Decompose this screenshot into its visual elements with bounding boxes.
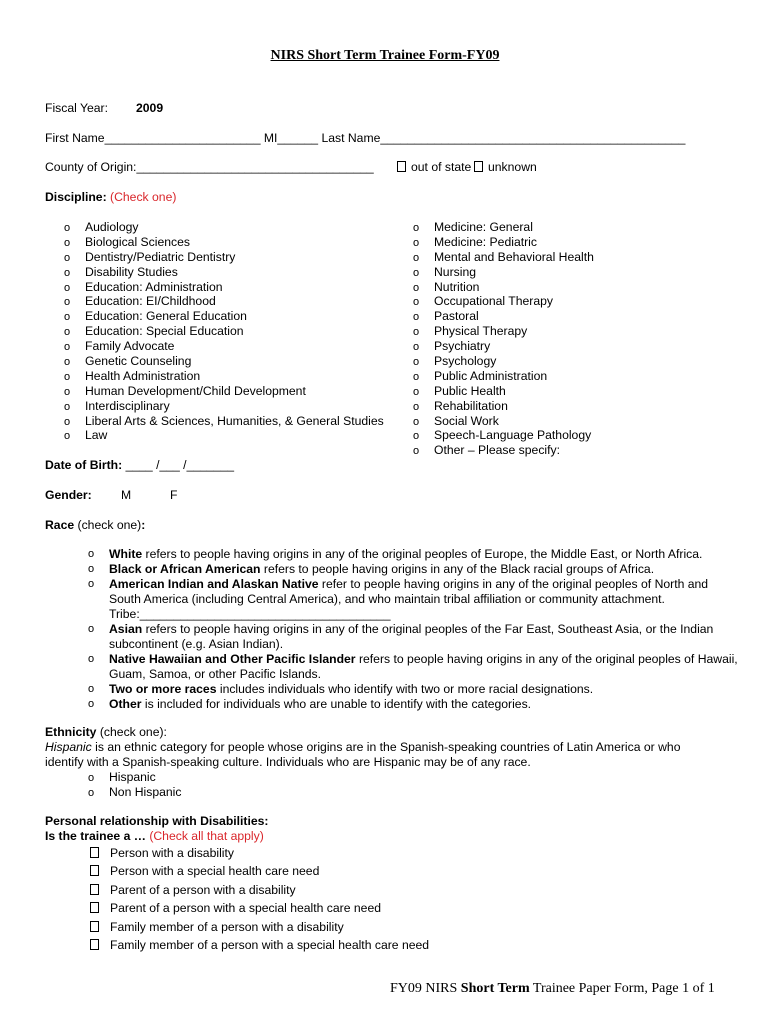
race-hint: (check one) <box>77 518 142 532</box>
ethnicity-option-label: Hispanic <box>109 770 156 784</box>
relationship-option-label: Person with a disability <box>110 846 234 860</box>
ethnicity-option[interactable] <box>88 785 181 800</box>
gender-female-option[interactable]: F <box>170 488 178 502</box>
fiscal-year-value: 2009 <box>136 101 164 115</box>
radio-circle-icon: o <box>88 563 95 575</box>
radio-circle-icon: o <box>64 326 71 339</box>
discipline-option[interactable] <box>64 428 384 443</box>
radio-circle-icon: o <box>88 623 95 635</box>
relationship-option-label: Family member of a person with a disability <box>110 919 344 934</box>
race-option[interactable] <box>88 577 738 622</box>
radio-circle-icon: o <box>64 251 71 264</box>
discipline-option[interactable] <box>64 339 384 354</box>
discipline-option-label: Nursing <box>434 264 476 279</box>
discipline-option[interactable] <box>64 384 384 399</box>
discipline-option[interactable] <box>413 324 594 339</box>
race-description: refers to people having origins in any of the original peoples of Hawaii, Guam, Samoa, or other Pacific Islands. <box>109 652 738 681</box>
checkbox-icon <box>90 884 99 895</box>
fiscal-year-label: Fiscal Year: <box>45 101 109 115</box>
discipline-option-label: Education: EI/Childhood <box>85 294 216 309</box>
discipline-option[interactable] <box>413 250 594 265</box>
discipline-option[interactable] <box>413 369 594 384</box>
race-description: includes individuals who identify with two or more racial designations. <box>216 682 594 696</box>
discipline-option[interactable] <box>64 309 384 324</box>
race-description: refers to people having origins in any of the original peoples of Europe, the Middle East, or North Africa. <box>142 547 703 561</box>
relationship-option[interactable] <box>88 918 429 936</box>
discipline-option-label: Education: Special Education <box>85 324 244 339</box>
ethnicity-hint: (check one): <box>96 725 167 739</box>
radio-circle-icon: o <box>64 356 71 369</box>
race-option[interactable] <box>88 652 738 682</box>
race-term: Asian <box>109 622 143 636</box>
discipline-option[interactable] <box>64 235 384 250</box>
relationship-option[interactable] <box>88 936 429 954</box>
discipline-option-label: Nutrition <box>434 279 480 294</box>
discipline-option-label: Public Administration <box>434 368 548 383</box>
radio-circle-icon: o <box>88 548 95 560</box>
discipline-option[interactable] <box>413 414 594 429</box>
race-term: Two or more races <box>109 682 217 696</box>
radio-circle-icon: o <box>413 430 420 443</box>
discipline-option-label: Medicine: Pediatric <box>434 234 537 249</box>
race-term: Other <box>109 697 142 711</box>
dob-label: Date of Birth: <box>45 458 123 472</box>
race-term: White <box>109 547 143 561</box>
radio-circle-icon: o <box>64 385 71 398</box>
relationship-option-label: Family member of a person with a special health care need <box>110 937 430 952</box>
discipline-option[interactable] <box>413 235 594 250</box>
discipline-option-label: Psychiatry <box>434 339 491 354</box>
radio-circle-icon: o <box>413 266 420 279</box>
race-term: American Indian and Alaskan Native <box>109 577 319 591</box>
discipline-option-label: Audiology <box>85 220 139 234</box>
race-option[interactable] <box>88 682 738 697</box>
race-option[interactable] <box>88 562 738 577</box>
discipline-option[interactable] <box>413 265 594 280</box>
discipline-option[interactable] <box>64 354 384 369</box>
discipline-option[interactable] <box>413 384 594 399</box>
radio-circle-icon: o <box>88 578 95 590</box>
race-description: refers to people having origins in any of the Black racial groups of Africa. <box>260 562 655 576</box>
discipline-option-label: Public Health <box>434 383 506 398</box>
radio-circle-icon: o <box>413 400 420 413</box>
radio-circle-icon: o <box>64 222 71 234</box>
race-option[interactable] <box>88 547 738 562</box>
discipline-option-label: Disability Studies <box>85 264 178 279</box>
discipline-option[interactable] <box>413 220 594 235</box>
race-option[interactable] <box>88 697 738 712</box>
radio-circle-icon: o <box>88 698 95 710</box>
discipline-option[interactable] <box>64 220 384 235</box>
discipline-option-label: Interdisciplinary <box>85 398 170 413</box>
county-of-origin-field[interactable]: County of Origin:___________________________________ <box>45 160 374 174</box>
radio-circle-icon: o <box>413 236 420 249</box>
checkbox-icon <box>90 902 99 913</box>
date-of-birth-row <box>45 458 234 472</box>
relationship-hint: (Check all that apply) <box>149 829 264 843</box>
radio-circle-icon: o <box>413 445 420 458</box>
relationship-option-label: Parent of a person with a disability <box>110 882 296 897</box>
checkbox-icon <box>90 865 99 876</box>
ethnicity-label: Ethnicity <box>45 725 97 739</box>
relationship-option[interactable] <box>88 881 429 899</box>
radio-circle-icon: o <box>413 296 420 309</box>
unknown-option[interactable] <box>474 160 537 174</box>
race-description: is included for individuals who are unable to identify with the categories. <box>141 697 532 711</box>
ethnicity-options <box>88 770 181 800</box>
race-description: refer to people having origins in any of the original peoples of North and South America (including Central America), and who maintain tribal affiliation or community attachment. <box>109 577 709 606</box>
discipline-option[interactable] <box>64 324 384 339</box>
relationship-heading: Personal relationship with Disabilities: <box>45 814 269 828</box>
discipline-option[interactable] <box>64 280 384 295</box>
race-colon: : <box>141 518 146 532</box>
checkbox-icon <box>90 847 99 858</box>
discipline-option-label: Family Advocate <box>85 339 175 354</box>
discipline-option-label: Other – Please specify: <box>434 443 560 458</box>
discipline-option[interactable] <box>64 369 384 384</box>
hispanic-term: Hispanic <box>45 740 92 754</box>
ethnicity-option[interactable] <box>88 770 181 785</box>
ethnicity-desc-line-1 <box>45 740 680 754</box>
discipline-option-label: Human Development/Child Development <box>85 383 306 398</box>
discipline-option[interactable] <box>413 443 594 458</box>
discipline-option-label: Dentistry/Pediatric Dentistry <box>85 249 236 264</box>
radio-circle-icon: o <box>64 296 71 309</box>
ethnicity-heading <box>45 725 167 739</box>
discipline-option[interactable] <box>64 250 384 265</box>
relationship-question <box>45 829 264 843</box>
discipline-option[interactable] <box>413 280 594 295</box>
discipline-option-label: Genetic Counseling <box>85 354 192 369</box>
relationship-question-text: Is the trainee a … <box>45 829 146 843</box>
relationship-option-label: Parent of a person with a special health care need <box>110 901 382 916</box>
discipline-label: Discipline: <box>45 190 107 204</box>
discipline-option[interactable] <box>413 339 594 354</box>
discipline-option-label: Pastoral <box>434 309 479 324</box>
radio-circle-icon: o <box>88 772 95 784</box>
radio-circle-icon: o <box>64 430 71 443</box>
discipline-option[interactable] <box>413 309 594 324</box>
relationship-option[interactable] <box>88 862 429 880</box>
name-line[interactable]: First Name_______________________ MI______ Last Name_____________________________________________ <box>45 131 686 145</box>
race-term: Native Hawaiian and Other Pacific Islander <box>109 652 356 666</box>
discipline-option-label: Education: General Education <box>85 309 247 324</box>
footer-pre: FY09 NIRS <box>390 981 461 996</box>
form-title: NIRS Short Term Trainee Form-FY09 <box>270 48 500 63</box>
radio-circle-icon: o <box>88 653 95 665</box>
radio-circle-icon: o <box>64 370 71 383</box>
checkbox-icon <box>90 939 99 950</box>
ethnicity-desc-line-2: identify with a Spanish-speaking culture. Individuals who are Hispanic may be of any race. <box>45 755 531 769</box>
discipline-option-label: Education: Administration <box>85 279 223 294</box>
discipline-option-label: Psychology <box>434 354 497 369</box>
discipline-option[interactable] <box>64 294 384 309</box>
radio-circle-icon: o <box>413 326 420 339</box>
discipline-option[interactable] <box>64 399 384 414</box>
relationship-option[interactable] <box>88 899 429 917</box>
discipline-option-label: Biological Sciences <box>85 234 191 249</box>
radio-circle-icon: o <box>413 311 420 324</box>
discipline-right-list <box>413 220 594 458</box>
footer-post: Trainee Paper Form, Page 1 of 1 <box>529 981 715 996</box>
checkbox-icon <box>90 921 99 932</box>
discipline-option[interactable] <box>64 414 384 429</box>
discipline-option[interactable] <box>64 265 384 280</box>
discipline-option[interactable] <box>413 294 594 309</box>
discipline-option-label: Social Work <box>434 413 499 428</box>
unknown-label: unknown <box>488 160 537 174</box>
radio-circle-icon: o <box>413 356 420 369</box>
gender-label: Gender: <box>45 488 92 502</box>
race-label: Race <box>45 518 75 532</box>
radio-circle-icon: o <box>413 341 420 354</box>
discipline-option[interactable] <box>413 399 594 414</box>
race-heading <box>45 518 145 532</box>
discipline-option-label: Medicine: General <box>434 220 533 234</box>
race-term: Black or African American <box>109 562 261 576</box>
race-option[interactable] <box>88 622 738 652</box>
radio-circle-icon: o <box>64 400 71 413</box>
relationship-option[interactable] <box>88 844 429 862</box>
discipline-option-label: Physical Therapy <box>434 324 528 339</box>
footer-bold: Short Term <box>460 981 530 996</box>
discipline-option-label: Rehabilitation <box>434 398 508 413</box>
discipline-option-label: Occupational Therapy <box>434 294 554 309</box>
discipline-option-label: Mental and Behavioral Health <box>434 249 594 264</box>
radio-circle-icon: o <box>413 251 420 264</box>
radio-circle-icon: o <box>64 341 71 354</box>
radio-circle-icon: o <box>413 370 420 383</box>
radio-circle-icon: o <box>413 385 420 398</box>
race-description: refers to people having origins in any of the original peoples of the Far East, Southeast Asia, or the Indian subcontinent (e.g. Asian Indian). <box>109 622 714 651</box>
radio-circle-icon: o <box>413 222 420 234</box>
relationship-options <box>88 844 429 954</box>
radio-circle-icon: o <box>64 236 71 249</box>
ethnicity-option-label: Non Hispanic <box>109 784 182 799</box>
discipline-option[interactable] <box>413 428 594 443</box>
page-footer <box>390 981 715 997</box>
discipline-left-list <box>64 220 384 443</box>
discipline-option-label: Law <box>85 428 108 443</box>
discipline-hint: (Check one) <box>110 190 177 204</box>
radio-circle-icon: o <box>64 415 71 428</box>
radio-circle-icon: o <box>64 281 71 294</box>
radio-circle-icon: o <box>64 311 71 324</box>
relationship-option-label: Person with a special health care need <box>110 864 320 879</box>
discipline-option-label: Speech-Language Pathology <box>434 428 592 443</box>
out-of-state-label: out of state <box>411 160 472 174</box>
radio-circle-icon: o <box>413 415 420 428</box>
ethnicity-desc-1: is an ethnic category for people whose origins are in the Spanish-speaking countries of Latin America or who <box>91 740 681 754</box>
radio-circle-icon: o <box>88 683 95 695</box>
tribe-field[interactable]: Tribe:_____________________________________ <box>109 607 391 621</box>
discipline-option[interactable] <box>413 354 594 369</box>
radio-circle-icon: o <box>413 281 420 294</box>
gender-male-option[interactable]: M <box>121 488 132 502</box>
radio-circle-icon: o <box>88 786 95 799</box>
checkbox-icon <box>397 161 406 172</box>
radio-circle-icon: o <box>64 266 71 279</box>
discipline-option-label: Liberal Arts & Sciences, Humanities, & General Studies <box>85 413 384 428</box>
discipline-heading <box>45 190 176 204</box>
discipline-option-label: Health Administration <box>85 368 201 383</box>
race-options <box>88 547 738 712</box>
dob-field[interactable]: ____ /___ /_______ <box>125 458 235 472</box>
out-of-state-option[interactable] <box>397 160 471 174</box>
checkbox-icon <box>474 161 483 172</box>
